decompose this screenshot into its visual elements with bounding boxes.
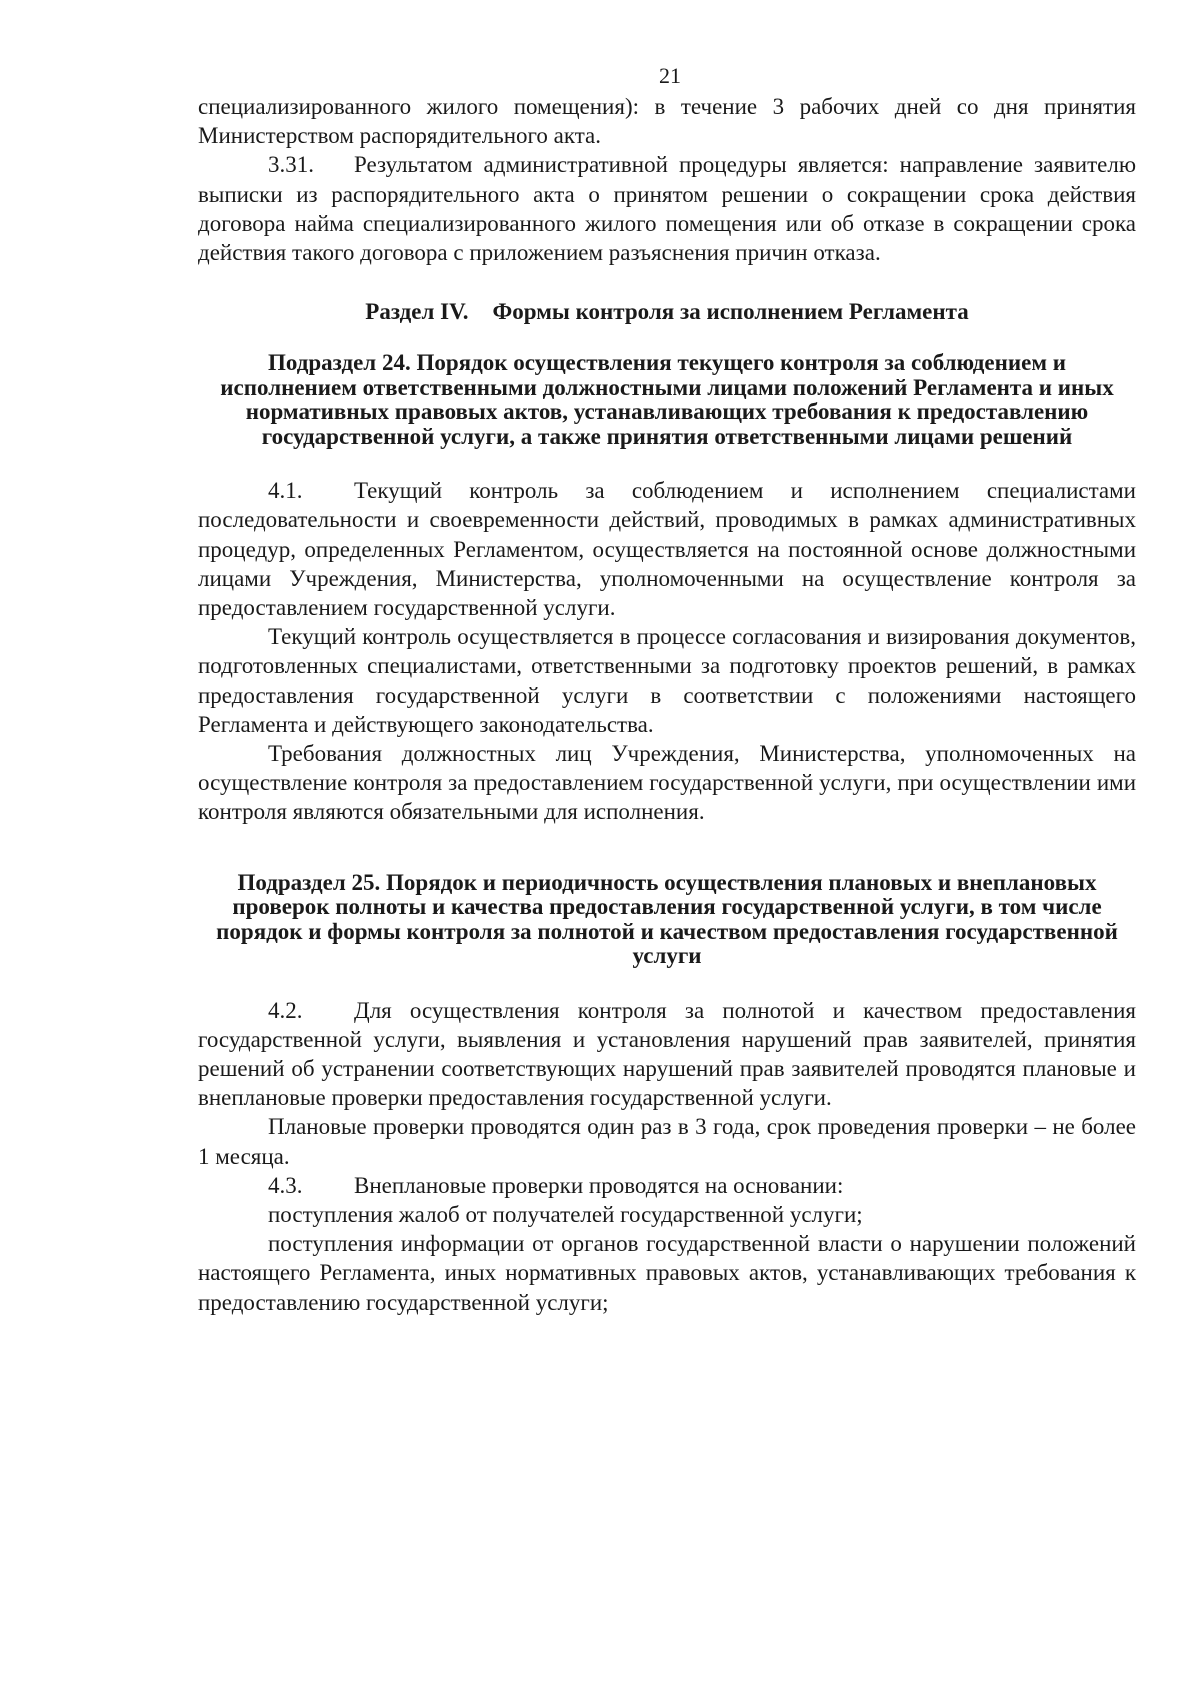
section-heading: [198, 297, 1136, 326]
page-number: 21: [659, 63, 681, 88]
paragraph-3-31: [198, 150, 1136, 267]
paragraph-4-1-cont-1: Текущий контроль осуществляется в процессе согласования и визирования документов, подготовленных специалистами, ответственными за подготовку проектов решений, в рамках предоставления государственной услуги в соответствии с положениями настоящего Регламента и действующего законодательства.: [198, 624, 1136, 737]
list-item: поступления жалоб от получателей государственной услуги;: [268, 1202, 863, 1228]
clause-number: 4.1.: [268, 478, 303, 504]
paragraph-4-2-cont: Плановые проверки проводятся один раз в 3 года, срок проведения проверки – не более 1 месяца.: [198, 1114, 1136, 1169]
section-title: Формы контроля за исполнением Регламента: [492, 299, 969, 325]
list-item: поступления информации от органов государственной власти о нарушении положений настоящего Регламента, иных нормативных правовых актов, устанавливающих требования к предоставлению государственной услуги;: [198, 1231, 1136, 1315]
subsection-24-heading: Подраздел 24. Порядок осуществления текущего контроля за соблюдением и исполнением ответственными должностными лицами положений Регламента и иных нормативных правовых актов, устанавливающих требования к предоставлению государственной услуги, а также принятия ответственными лицами решений: [220, 350, 1114, 449]
clause-text: Внеплановые проверки проводятся на основании:: [354, 1172, 844, 1198]
clause-number: 4.2.: [268, 997, 303, 1023]
clause-number: 4.3.: [268, 1172, 303, 1198]
section-number: Раздел IV.: [365, 299, 469, 325]
clause-number: 3.31.: [268, 152, 314, 178]
paragraph-4-3: [198, 1171, 1136, 1200]
paragraph-continuation: специализированного жилого помещения): в течение 3 рабочих дней со дня принятия Министерством распорядительного акта.: [198, 94, 1136, 149]
clause-text: Для осуществления контроля за полнотой и качеством предоставления государственной услуги, выявления и установления нарушений прав заявителей, принятия решений об устранении соответствующих нарушений прав заявителей проводятся плановые и внеплановые проверки предоставления государственной услуги.: [198, 997, 1136, 1111]
clause-text: Текущий контроль за соблюдением и исполнением специалистами последовательности и своевременности действий, проводимых в рамках административных процедур, определенных Регламентом, осуществляется на постоянной основе должностными лицами Учреждения, Министерства, уполномоченными на осуществление контроля за предоставлением государственной услуги.: [198, 478, 1136, 621]
paragraph-4-1: [198, 476, 1136, 622]
document-page: [198, 62, 1136, 1317]
subsection-25-heading: Подраздел 25. Порядок и периодичность осуществления плановых и внеплановых проверок полноты и качества предоставления государственной услуги, в том числе порядок и формы контроля за полнотой и качеством предоставления государственной услуги: [216, 869, 1118, 969]
paragraph-4-1-cont-2: Требования должностных лиц Учреждения, Министерства, уполномоченных на осуществление контроля за предоставлением государственной услуги, при осуществлении ими контроля являются обязательными для исполнения.: [198, 741, 1136, 825]
paragraph-4-2: [198, 996, 1136, 1113]
clause-text: Результатом административной процедуры является: направление заявителю выписки из распорядительного акта о принятом решении о сокращении срока действия договора найма специализированного жилого помещения или об отказе в сокращении срока действия такого договора с приложением разъяснения причин отказа.: [198, 152, 1136, 266]
